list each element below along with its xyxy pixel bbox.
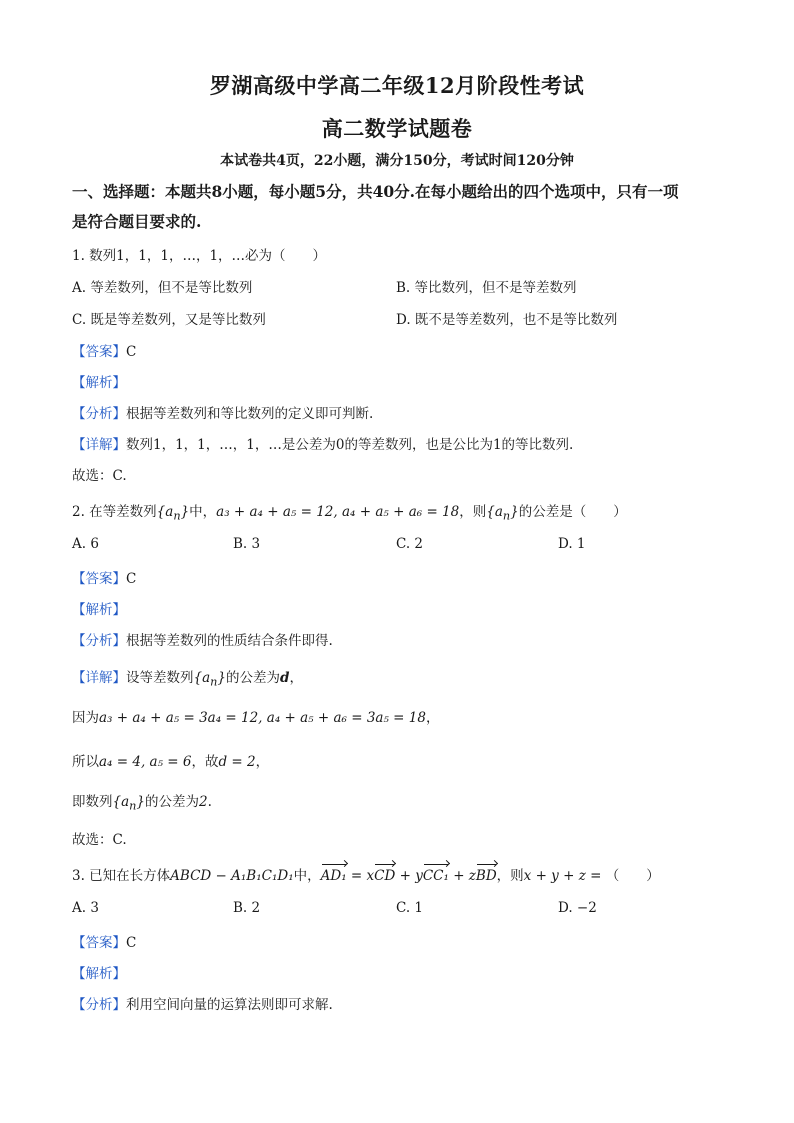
- q2-set-close: }: [180, 504, 190, 520]
- q2-jiexi-tag: 【解析】: [72, 602, 126, 618]
- q2-guxuan: 故选：C.: [72, 832, 127, 848]
- q2-xj1-b: 的公差为: [225, 670, 280, 686]
- q1-fenxi: [72, 402, 373, 422]
- exam-title: 罗湖高级中学高二年级12月阶段性考试: [209, 73, 585, 98]
- q2-xj-line3: [72, 750, 269, 770]
- q2-xj-line4: [72, 790, 212, 813]
- answer-value: C: [126, 344, 137, 360]
- q3-solid: ABCD − A₁B₁C₁D₁: [170, 868, 294, 884]
- section-heading: [72, 177, 732, 237]
- answer-value: C: [126, 935, 137, 951]
- q2-stem-part-b: 中，: [189, 504, 217, 520]
- answer-tag: 【答案】: [72, 571, 126, 587]
- q1-guxuan: 故选：C.: [72, 468, 127, 484]
- q2-xj1-c: ，: [289, 670, 303, 686]
- q2-set-close-2: }: [510, 504, 519, 520]
- q3-vector-ad1: AD₁: [320, 868, 347, 884]
- q3-plus-y: + y: [395, 868, 423, 884]
- q2-set-open: {a: [156, 504, 174, 520]
- q2-option-c: C. 2: [396, 536, 424, 552]
- q2-stem-part-d: 的公差是（ ）: [518, 504, 627, 520]
- fenxi-text: 根据等差数列的性质结合条件即得.: [126, 633, 333, 649]
- q3-stem: [72, 864, 660, 884]
- q2-stem: [72, 500, 627, 523]
- q2-set-open-2: {a: [486, 504, 503, 520]
- q2-xj-line2: [72, 706, 439, 726]
- q3-option-d: D. −2: [558, 900, 597, 916]
- q3-stem-part-a: 3. 已知在长方体: [72, 868, 171, 884]
- q3-vector-cc1: CC₁: [422, 868, 449, 884]
- q2-xj4-c: .: [207, 794, 212, 810]
- answer-tag: 【答案】: [72, 935, 126, 951]
- q2-set-an: $\{a_n\}$: [156, 504, 190, 523]
- fenxi-tag: 【分析】: [72, 633, 126, 649]
- q3-fenxi: [72, 993, 333, 1013]
- exam-info: 本试卷共4页，22小题，满分150分，考试时间120分钟: [220, 153, 574, 169]
- q2-xj2-math: a₃ + a₄ + a₅ = 3a₄ = 12, a₄ + a₅ + a₆ = 3a₅ = 18: [99, 710, 426, 726]
- q2-xj3-b: ，故: [191, 754, 219, 770]
- q1-option-c: C. 既是等差数列，又是等比数列: [72, 312, 266, 328]
- q2-xj1-set: $\{a_n\}$: [193, 670, 226, 689]
- q2-option-d: D. 1: [558, 536, 586, 552]
- xiangjie-text: 数列1，1，1，…，1，…是公差为0的等差数列，也是公比为1的等比数列.: [126, 437, 574, 453]
- q3-stem-part-c: ，则: [496, 868, 524, 884]
- q2-stem-part-a: 2. 在等差数列: [72, 504, 157, 520]
- q1-stem: 1. 数列1，1，1，…，1，…必为（ ）: [72, 248, 327, 264]
- q2-condition: a₃ + a₄ + a₅ = 12, a₄ + a₅ + a₆ = 18: [216, 504, 460, 520]
- fenxi-text: 根据等差数列和等比数列的定义即可判断.: [126, 406, 374, 422]
- q2-xj3-a: 所以: [72, 754, 99, 770]
- section-heading-line1: 一、选择题：本题共8小题，每小题5分，共40分.在每小题给出的四个选项中，只有一项: [72, 182, 679, 201]
- q3-sum: x + y + z: [523, 868, 586, 884]
- q2-xj4-val: 2: [198, 794, 208, 810]
- q2-stem-part-c: ，则: [459, 504, 487, 520]
- q2-set-an-2: $\{a_n\}$: [486, 504, 519, 523]
- q2-xj3-math2: d = 2: [218, 754, 256, 770]
- q1-option-d: D. 既不是等差数列，也不是等比数列: [396, 312, 618, 328]
- q2-xj4-set-close: }: [136, 794, 145, 810]
- q2-xj2-a: 因为: [72, 710, 99, 726]
- q3-eq-x: = x: [346, 868, 375, 884]
- q3-stem-part-b: 中，: [293, 868, 321, 884]
- q3-jiexi-tag: 【解析】: [72, 966, 126, 982]
- q3-answer: [72, 931, 136, 951]
- xiangjie-tag: 【详解】: [72, 670, 126, 686]
- q2-fenxi: [72, 629, 333, 649]
- q2-xj1-set-open: {a: [193, 670, 211, 686]
- xiangjie-tag: 【详解】: [72, 437, 126, 453]
- q2-xj4-set: $\{a_n\}$: [112, 794, 145, 813]
- q1-option-a: A. 等差数列，但不是等比数列: [72, 280, 253, 296]
- q3-option-c: C. 1: [396, 900, 424, 916]
- fenxi-text: 利用空间向量的运算法则即可求解.: [126, 997, 333, 1013]
- q3-stem-part-d: = （ ）: [585, 868, 660, 884]
- q2-option-b: B. 3: [233, 536, 261, 552]
- section-heading-line2: 是符合题目要求的.: [72, 212, 202, 231]
- answer-tag: 【答案】: [72, 344, 126, 360]
- q2-xj3-math1: a₄ = 4, a₅ = 6: [99, 754, 192, 770]
- q2-xj2-b: ，: [425, 710, 440, 726]
- q2-xj4-b: 的公差为: [144, 794, 199, 810]
- q1-xiangjie: [72, 433, 573, 453]
- q1-answer: [72, 340, 136, 360]
- q2-xiangjie: [72, 666, 303, 689]
- exam-subtitle: 高二数学试题卷: [321, 116, 473, 141]
- q1-option-b: B. 等比数列，但不是等差数列: [396, 280, 577, 296]
- fenxi-tag: 【分析】: [72, 997, 126, 1013]
- q1-jiexi-tag: 【解析】: [72, 375, 126, 391]
- answer-value: C: [126, 571, 137, 587]
- q2-option-a: A. 6: [72, 536, 99, 552]
- q3-vector-cd: CD: [374, 868, 396, 884]
- q3-option-b: B. 2: [233, 900, 261, 916]
- q2-xj4-a: 即数列: [72, 794, 113, 810]
- q2-xj4-set-open: {a: [112, 794, 130, 810]
- q2-answer: [72, 567, 136, 587]
- fenxi-tag: 【分析】: [72, 406, 126, 422]
- q2-xj1-a: 设等差数列: [126, 670, 194, 686]
- q3-plus-z: + z: [448, 868, 476, 884]
- q2-xj1-set-close: }: [217, 670, 226, 686]
- q2-xj1-d: d: [279, 670, 290, 686]
- q3-vector-bd: BD: [475, 868, 497, 884]
- q3-option-a: A. 3: [72, 900, 99, 916]
- q2-xj3-c: ，: [255, 754, 270, 770]
